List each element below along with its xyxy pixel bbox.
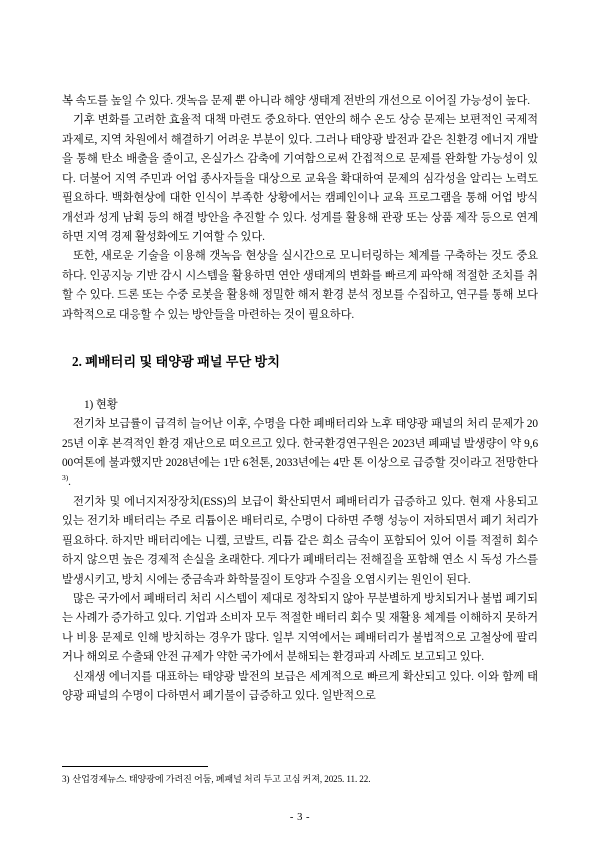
page-body [62, 92, 538, 707]
footnote-reference-3[interactable]: 3) [62, 473, 69, 483]
paragraph-1: 복 속도를 높일 수 있다. 갯녹음 문제 뿐 아니라 해양 생태계 전반의 개선으로 이어질 가능성이 높다. [62, 95, 531, 107]
footnote-entry [62, 773, 538, 787]
section-paragraph-1 [62, 415, 538, 493]
sub-heading: 1) 현황 [84, 398, 118, 411]
footnote-marker: 3) [62, 774, 70, 785]
footnote-area [62, 766, 538, 787]
footnote-body: 산업경제뉴스. 태양광에 가려진 어둠, 폐패널 처리 두고 고심 커져, 2025. 11. 22. [72, 774, 371, 785]
paragraph-2: 기후 변화를 고려한 효율적 대책 마련도 중요하다. 연안의 해수 온도 상승 문제는 보편적인 국제적 과제로, 지역 차원에서 해결하기 어려운 부분이 있다. 그러나 태양광 발전과 같은 친환경 에너지 개발을 통해 탄소 배출을 줄이고, 온실가스 감축에 기여함으로써 간접적으로 문제를 완화할 가능성이 있다. 더불어 지역 주민과 어업 종사자들을 대상으로 교육을 확대하여 문제의 심각성을 알리는 노력도 필요하다. 백화현상에 대한 인식이 부족한 상황에서는 캠페인이나 교육 프로그램을 통해 어업 방식 개선과 성게 남획 등의 해결 방안을 추진할 수 있다. 성게를 활용해 관광 또는 상품 제작 등으로 연계하면 지역 경제 활성화에도 기여할 수 있다. [62, 114, 538, 243]
section-paragraph-1-text: 전기차 보급률이 급격히 늘어난 이후, 수명을 다한 폐배터리와 노후 태양광 패널의 처리 문제가 2025년 이후 본격적인 환경 재난으로 떠오르고 있다. 한국환경연구원은 2023년 폐패널 발생량이 약 9,600여톤에 불과했지만 2028년에는 1만 6천톤, 2033년에는 4만 톤 이상으로 급증할 것이라고 전망한다 [62, 418, 538, 470]
page-number: - 3 - [289, 812, 311, 823]
section-paragraph-2: 전기차 및 에너지저장장치(ESS)의 보급이 확산되면서 폐배터리가 급증하고 있다. 현재 사용되고 있는 전기차 배터리는 주로 리튬이온 배터리로, 수명이 다하면 주행 성능이 저하되면서 폐기 처리가 필요하다. 하지만 배터리에는 니켈, 코발트, 리튬 같은 희소 금속이 포함되어 있어 이를 적절히 회수하지 않으면 높은 경제적 손실을 초래한다. 게다가 폐배터리는 전해질을 포함해 연소 시 독성 가스를 발생시키고, 방치 시에는 중금속과 화학물질이 토양과 수질을 오염시키는 원인이 된다. [62, 495, 538, 586]
section-paragraph-3: 많은 국가에서 폐배터리 처리 시스템이 제대로 정착되지 않아 무분별하게 방치되거나 불법 폐기되는 사례가 증가하고 있다. 기업과 소비자 모두 적절한 배터리 회수 및 재활용 체계를 이해하지 못하거나 비용 문제로 인해 방치하는 경우가 많다. 일부 지역에서는 폐배터리가 불법적으로 고철상에 팔리거나 해외로 수출돼 안전 규제가 약한 국가에서 분해되는 환경파괴 사례도 보고되고 있다. [62, 592, 538, 664]
paragraph-3: 또한, 새로운 기술을 이용해 갯녹음 현상을 실시간으로 모니터링하는 체계를 구축하는 것도 중요하다. 인공지능 기반 감시 시스템을 활용하면 연안 생태계의 변화를 빠르게 파악해 적절한 조치를 취할 수 있다. 드론 또는 수중 로봇을 활용해 정밀한 해저 환경 분석 정보를 수집하고, 연구를 통해 보다 과학적으로 대응할 수 있는 방안들을 마련하는 것이 필요하다. [62, 250, 538, 321]
footnote-divider [62, 766, 208, 767]
section-heading: 2. 폐배터리 및 태양광 패널 무단 방치 [72, 354, 281, 370]
section-paragraph-1-tail: . [68, 476, 71, 489]
section-paragraph-4: 신재생 에너지를 대표하는 태양광 발전의 보급은 세계적으로 빠르게 확산되고 있다. 이와 함께 태양광 패널의 수명이 다하면서 폐기물이 급증하고 있다. 일반적으로 [62, 670, 538, 703]
